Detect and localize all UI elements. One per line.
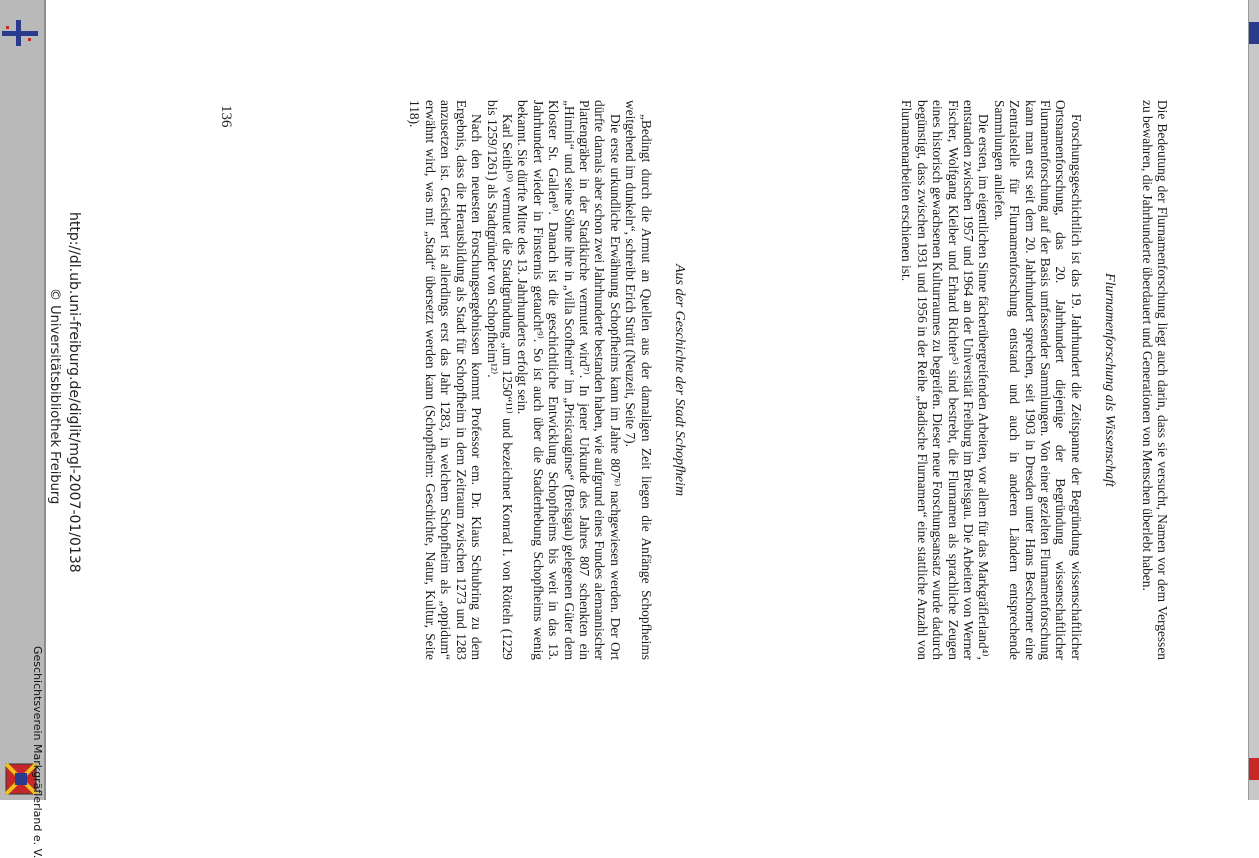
edge-crest-icon [1249, 758, 1259, 780]
column-body [407, 100, 687, 660]
source-url-link[interactable]: http://dl.ub.uni-freiburg.de/diglit/mgl-2007-01/0138 [66, 212, 82, 573]
section-heading-geschichte: Aus der Geschichte der Stadt Schopfheim [672, 263, 687, 497]
scanned-page [47, 0, 1247, 800]
right-text-column [899, 100, 1170, 660]
edge-logo-icon [1249, 22, 1259, 44]
library-logo-icon [2, 18, 38, 48]
margin-divider [44, 0, 46, 800]
paragraph: Nach den neuesten Forschungsergebnissen kommt Professor em. Dr. Klaus Schubring zu dem Ergebnis, dass die Herausbildung als Stadt für Schopfheim in dem Zeitraum zwischen 1273 und 1283 anzusetzen ist. Gesichert ist allerdings erst das Jahr 1283, in welchem Schopfheim als „oppidum“ erwähnt wird, was mit „Stadt“ übersetzt werden kann (Schopfheim: Geschichte, Natur, Kultur, Seite 118). [407, 100, 485, 660]
right-margin-strip [1248, 0, 1259, 800]
paragraph: Forschungsgeschichtlich ist das 19. Jahrhundert die Zeitspanne der Begründung wissenschaftlicher Ortsnamenforschung, das 20. Jahrhundert diejenige der Begründung wissenschaftlicher Flurnamenforschung auf der Basis umfassender Sammlungen. Von einer gezielten Flurnamenforschung kann man erst seit dem 20. Jahrhundert sprechen, seit 1903 in Dresden unter Hans Beschorner eine Zentralstelle für Flurnamenforschung entstand und auch in anderen Ländern entsprechende Sammlungen anliefen. [991, 100, 1084, 660]
paragraph: Die erste urkundliche Erwähnung Schopfheims kann im Jahre 807⁶⁾ nachgewiesen werden. Der Ort dürfte damals aber schon zwei Jahrhunderte bestanden haben, wie aufgrund eines Fundes alemannischer Plattengräber in der Stadtkirche vermutet wird⁷⁾. In jener Urkunde des Jahres 807 schenkten ein „Himini“ und seine Söhne ihre in „villa Scofheim“ im „Prisicauginse“ (Breisgau) gelegenen Güter dem Kloster St. Gallen⁸⁾. Danach ist die geschichtliche Entwicklung Schopfheims bis weit in das 13. Jahrhundert wieder in Finsternis getaucht⁹⁾. So ist auch über die Stadterhebung Schopfheims wenig bekannt. Sie dürfte Mitte des 13. Jahrhunderts erfolgt sein. [515, 100, 623, 660]
copyright-notice: © Universitätsbibliothek Freiburg [47, 288, 62, 505]
section-heading-flurnamenforschung: Flurnamenforschung als Wissenschaft [1102, 273, 1118, 487]
column-body [899, 100, 1170, 660]
page-number: 136 [218, 105, 234, 128]
intro-paragraph: Die Bedeutung der Flurnamenforschung liegt auch darin, dass sie versucht, Namen vor dem Vergessen zu bewahren, die Jahrhunderte überdauert und Generationen von Menschen überlebt haben. [1139, 100, 1170, 660]
paragraph: „Bedingt durch die Armut an Quellen aus der damaligen Zeit liegen die Anfänge Schopfheims weitgehend im dunkeln“, schreibt Erich Strütt (Neuzeit, Seite 7). [623, 100, 654, 660]
left-text-column [407, 100, 687, 660]
paragraph: Karl Seith¹⁰⁾ vermutet die Stadtgründung „um 1250“¹¹⁾ und bezeichnet Konrad I. von Rötteln (1229 bis 1259/1261) als Stadtgründer von Schopfheim¹²⁾. [484, 100, 515, 660]
society-name-label [42, 646, 43, 647]
paragraph: Die ersten, im eigentlichen Sinne fächerübergreifenden Arbeiten, vor allem für das Markgräflerland⁴⁾, entstanden zwischen 1957 und 1964 an der Universität Freiburg im Breisgau. Die Arbeiten von Werner Fischer, Wolfgang Kleiber und Erhard Richter⁵⁾ sind bestrebt, die Flurnamen als sprachliche Zeugen eines historisch gewachsenen Kulturraumes zu begreifen. Dieser neue Forschungsansatz wurde dadurch begünstigt, dass zwischen 1931 und 1956 in der Reihe „Badische Flurnamen“ eine stattliche Anzahl von Flurnamenarbeiten erschienen ist. [899, 100, 992, 660]
